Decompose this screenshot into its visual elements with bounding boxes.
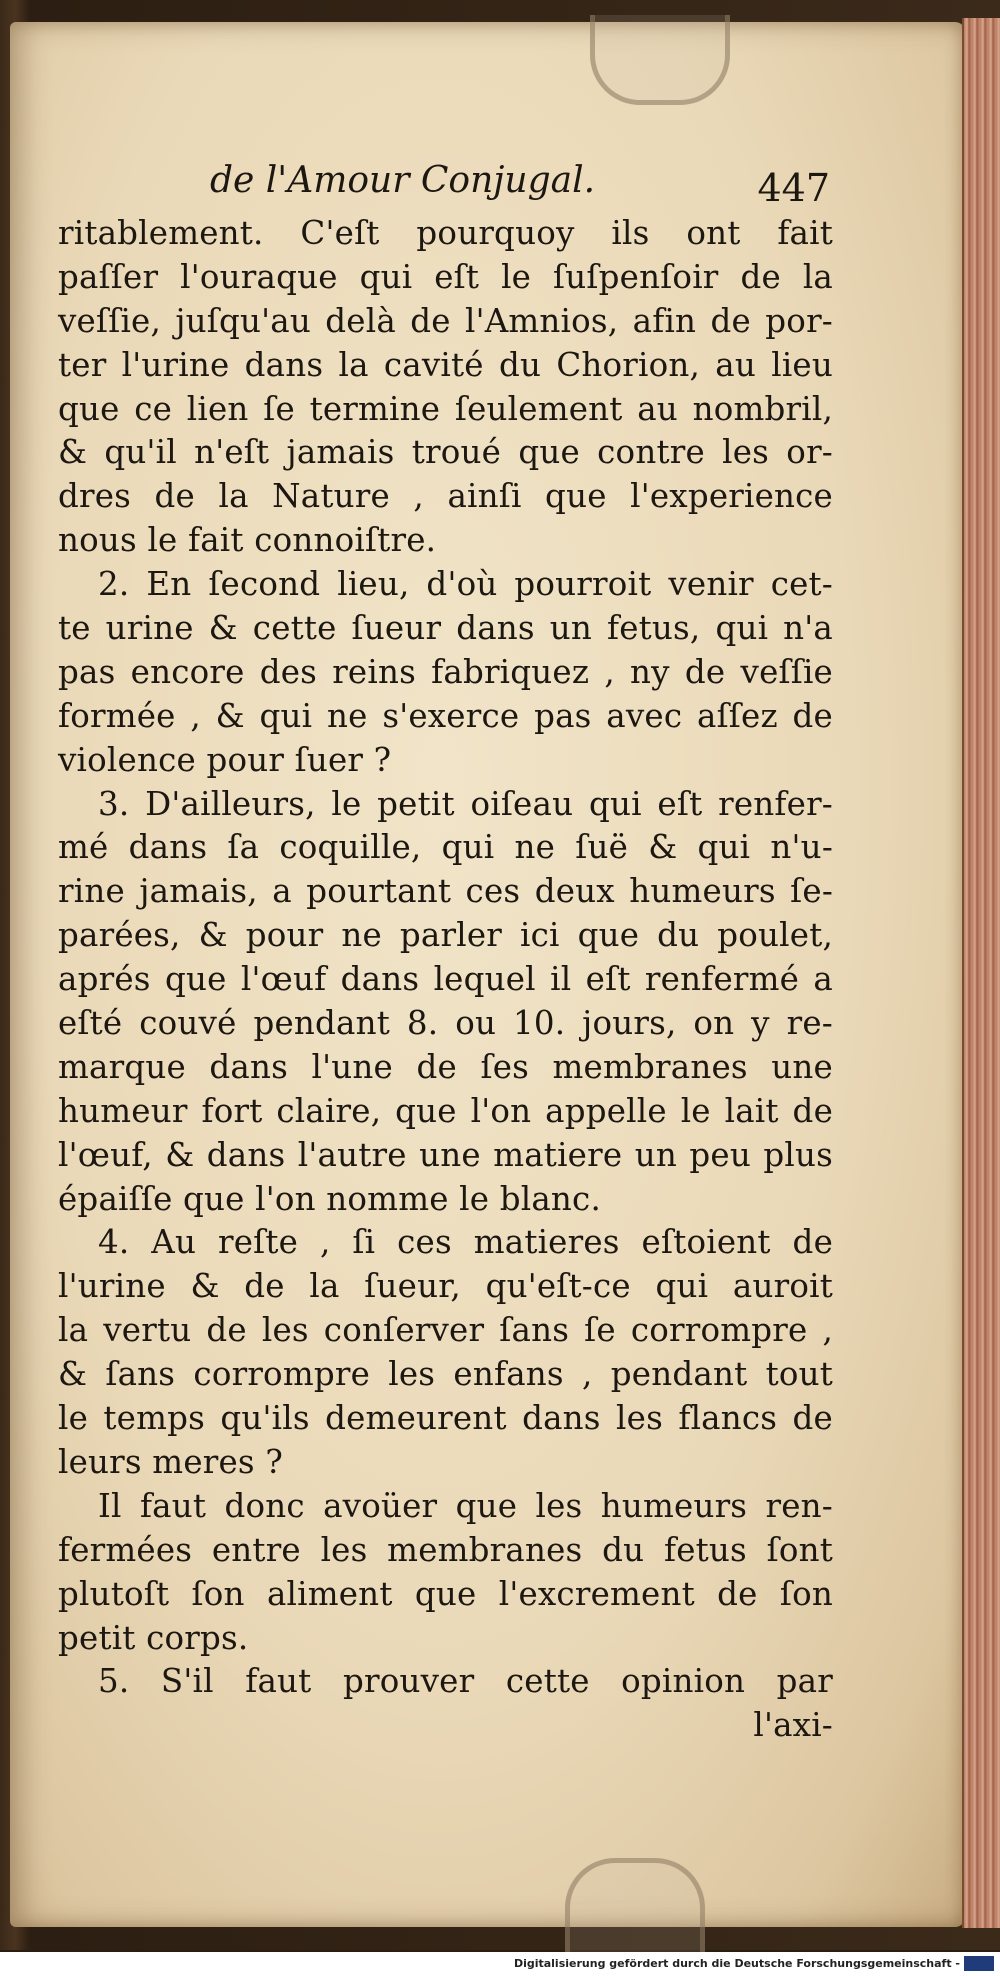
text-line: 4. Au reſte , ſi ces matieres eſtoient de (98, 1223, 833, 1262)
text-line: l'œuf, & dans l'autre une matiere un peu plus (58, 1135, 833, 1174)
text-line: mé dans ſa coquille, qui ne ſuë & qui n'u- (58, 828, 833, 867)
text-line: paſſer l'ouraque qui eſt le ſuſpenſoir de la (58, 257, 833, 296)
text-line: veſſie, juſqu'au delà de l'Amnios, afin de por- (58, 301, 833, 340)
text-line: petit corps. (58, 1618, 249, 1657)
text-line: que ce lien ſe termine ſeulement au nombril, (58, 389, 833, 428)
funding-credit: Digitalisierung gefördert durch die Deutsche Forschungsgemeinschaft - (513, 1957, 960, 1970)
page-clip-bottom (565, 1858, 705, 1958)
text-line: le temps qu'ils demeurent dans les flancs de (58, 1399, 833, 1438)
text-line: 3. D'ailleurs, le petit oiſeau qui eſt renfer- (98, 784, 833, 823)
text-line: marque dans l'une de ſes membranes une (58, 1047, 833, 1086)
page-body (58, 212, 833, 1748)
text-line: humeur fort claire, que l'on appelle le lait de (58, 1091, 833, 1130)
page-edges (962, 18, 1000, 1928)
dfg-logo-icon (964, 1956, 994, 1971)
text-line: aprés que l'œuf dans lequel il eſt renfermé a (58, 960, 833, 999)
text-line: & ſans corrompre les enfans , pendant tout (58, 1355, 833, 1394)
text-line: parées, & pour ne parler ici que du poulet, (58, 916, 833, 955)
text-line: Il faut donc avoüer que les humeurs ren- (98, 1486, 833, 1525)
text-line: leurs meres ? (58, 1442, 283, 1481)
text-line: ritablement. C'eſt pourquoy ils ont fait (58, 214, 833, 252)
page-clip-top (590, 15, 730, 105)
catchword: l'axi- (753, 1706, 833, 1745)
text-line: l'urine & de la ſueur, qu'eſt-ce qui auroit (58, 1267, 833, 1306)
text-line: formée , & qui ne s'exerce pas avec aſſez de (58, 696, 833, 735)
text-line: plutoſt ſon aliment que l'excrement de ſon (58, 1574, 833, 1613)
page-number: 447 (757, 166, 830, 210)
text-line: rine jamais, a pourtant ces deux humeurs ſe- (58, 872, 833, 911)
text-line: eſté couvé pendant 8. ou 10. jours, on y re- (58, 1004, 833, 1043)
text-line: nous le fait connoiſtre. (58, 521, 437, 560)
text-line: pas encore des reins fabriquez , ny de veſſie (58, 652, 833, 691)
text-line: te urine & cette ſueur dans un fetus, qui n'a (58, 609, 833, 648)
page-header (180, 160, 830, 216)
text-line: violence pour ſuer ? (58, 740, 392, 779)
text-line: fermées entre les membranes du fetus ſont (58, 1530, 833, 1569)
digitization-footer (0, 1952, 1000, 1976)
text-line: ter l'urine dans la cavité du Chorion, au lieu (58, 345, 833, 384)
text-line: épaiſſe que l'on nomme le blanc. (58, 1179, 601, 1218)
text-line: la vertu de les conſerver ſans ſe corrompre , (58, 1311, 833, 1350)
text-line: 5. S'il faut prouver cette opinion par (98, 1662, 833, 1701)
text-line: 2. En ſecond lieu, d'où pourroit venir cet- (98, 565, 833, 604)
text-line: & qu'il n'eſt jamais troué que contre les or- (58, 433, 833, 472)
text-line: dres de la Nature , ainſi que l'experience (58, 477, 833, 516)
running-title: de l'Amour Conjugal. (210, 160, 596, 201)
